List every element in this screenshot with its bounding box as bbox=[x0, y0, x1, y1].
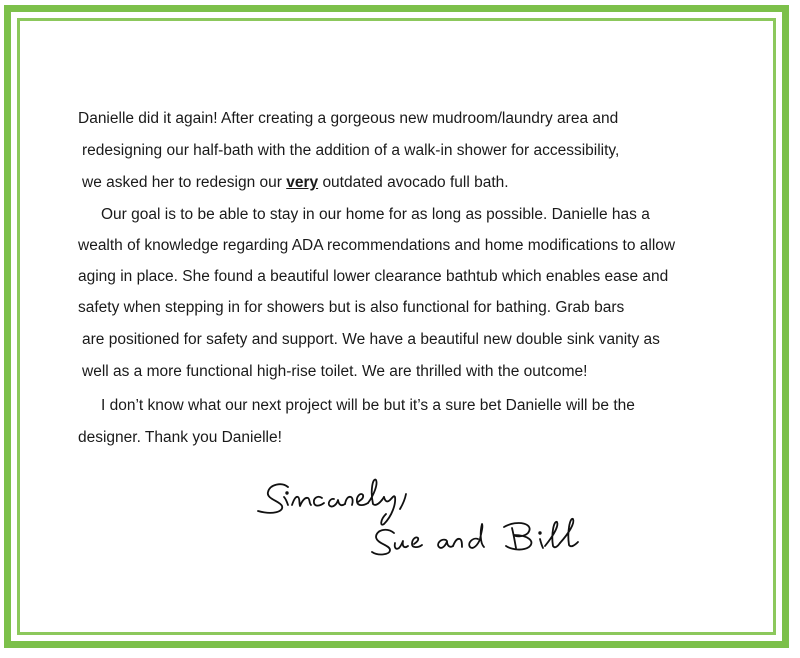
letter-line-10: I don’t know what our next project will be but it’s a sure bet Danielle will be the bbox=[101, 397, 635, 414]
letter-line-4: Our goal is to be able to stay in our home for as long as possible. Danielle has a bbox=[101, 206, 650, 223]
letter-line-2: redesigning our half-bath with the addition of a walk-in shower for accessibility, bbox=[82, 142, 620, 159]
emphasis-very: very bbox=[286, 174, 319, 191]
letter-line-3-end: outdated avocado full bath. bbox=[322, 174, 509, 191]
letter-line-3-start: we asked her to redesign our bbox=[82, 174, 282, 191]
letter-line-7: safety when stepping in for showers but is also functional for bathing. Grab bars bbox=[78, 299, 625, 316]
letter-line-5: wealth of knowledge regarding ADA recommendations and home modifications to allow bbox=[78, 237, 676, 254]
letter-line-8: are positioned for safety and support. We have a beautiful new double sink vanity as bbox=[82, 331, 660, 348]
letter-line-6: aging in place. She found a beautiful lower clearance bathtub which enables ease and bbox=[78, 268, 669, 285]
letter-line-9: well as a more functional high-rise toilet. We are thrilled with the outcome! bbox=[82, 363, 588, 380]
letter-line-1: Danielle did it again! After creating a gorgeous new mudroom/laundry area and bbox=[78, 110, 619, 127]
letter-line-11: designer. Thank you Danielle! bbox=[78, 429, 282, 446]
